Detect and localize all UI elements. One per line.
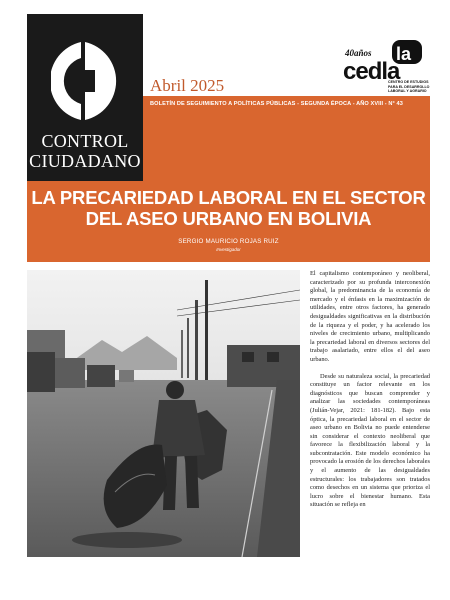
logo-text-control: CONTROL bbox=[41, 131, 129, 151]
bulletin-line: BOLETÍN DE SEGUIMIENTO A POLÍTICAS PÚBLICAS - SEGUNDA ÉPOCA - AÑO XVIII - N° 43 bbox=[150, 101, 403, 107]
title-line-1: LA PRECARIEDAD LABORAL EN EL SECTOR bbox=[31, 187, 426, 208]
author-role: Investigador bbox=[216, 247, 241, 252]
article-title bbox=[27, 187, 430, 229]
author-name: SERGIO MAURICIO ROJAS RUIZ bbox=[178, 238, 279, 245]
logo-mark-icon bbox=[51, 40, 119, 122]
body-paragraph-1: El capitalismo contemporáneo y neoliberal, caracterizado por su profunda interconexión global, la predominancia de la economía de mercado y el énfasis en la maximización de utilidades, entre otros factores, ha generado desigualdades significativas en la distribución de la riqueza y el poder, y ha acelerado los niveles de crecimiento urbano, multiplicando la precariedad laboral en diversos sectores del trabajo asalariado, entre ellos el del aseo urbano. bbox=[310, 270, 430, 363]
cedla-name: cedla bbox=[343, 58, 400, 85]
street-sweeper-photo bbox=[27, 270, 300, 557]
body-paragraph-2: Desde su naturaleza social, la precariedad constituye un factor relevante en los diagnósticos que buscan comprender y analizar las sociedades contemporáneas (Julián-Vejar, 2021: 181-182). Bajo esta óptica, la precariedad laboral en el sector de aseo urbano en Bolivia no puede entenderse sin considerar el contexto neoliberal que favorece la flexibilización laboral y la subcontratación. Este modelo económico ha provocado la erosión de los derechos laborales y el aumento de las desigualdades estructurales: los trabajadores son tratados como desechos en un sistema que prioriza el lucro sobre el bienestar humano. Esta situación se refleja en bbox=[310, 372, 430, 509]
svg-text:la: la bbox=[396, 44, 412, 64]
logo-text-ciudadano: CIUDADANO bbox=[29, 151, 141, 171]
title-line-2: DEL ASEO URBANO EN BOLIVIA bbox=[85, 208, 372, 229]
header-orange-panel bbox=[143, 96, 430, 181]
cedla-anniversary: 40años bbox=[345, 48, 372, 58]
issue-date: Abril 2025 bbox=[150, 76, 225, 95]
control-ciudadano-logo bbox=[27, 14, 143, 181]
article-body bbox=[310, 270, 430, 580]
cedla-subtitle: CENTRO DE ESTUDIOS PARA EL DESARROLLO LABORAL Y AGRARIO bbox=[388, 80, 430, 93]
